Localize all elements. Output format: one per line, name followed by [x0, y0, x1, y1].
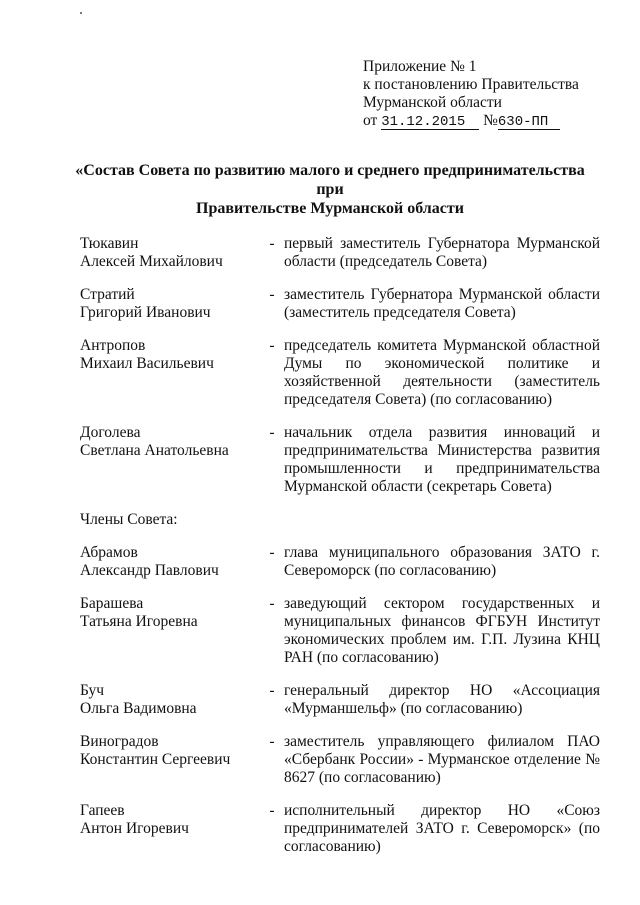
member-name [80, 286, 260, 322]
appendix-line: к постановлению Правительства [363, 76, 579, 93]
appendix-date-line [363, 112, 623, 130]
member-role: генеральный директор НО «Ассоциация «Мурманшельф» (по согласованию) [284, 682, 600, 717]
member-row [80, 337, 600, 409]
member-given-name: Константин Сергеевич [80, 751, 231, 768]
member-surname: Гапеев [80, 802, 125, 819]
member-role: заведующий сектором государственных и муниципальных финансов ФГБУН Институт экономических проблем им. Г.П. Лузина КНЦ РАН (по согласованию) [284, 595, 600, 666]
member-surname: Доголева [80, 424, 141, 441]
document-date: 31.12.2015 [381, 114, 466, 130]
scan-speck [80, 12, 82, 14]
dash: - [269, 802, 275, 819]
dash: - [269, 682, 275, 699]
member-surname: Абрамов [80, 544, 138, 561]
member-row [80, 286, 600, 322]
appendix-line: Мурманской области [363, 94, 502, 111]
member-row [80, 424, 600, 496]
member-row [80, 544, 600, 580]
member-given-name: Татьяна Игоревна [80, 613, 198, 630]
member-role: председатель комитета Мурманской областной Думы по экономической политике и хозяйственной деятельности (заместитель председателя Совета) (по согласованию) [284, 337, 600, 408]
appendix-block [363, 58, 623, 130]
council-list [80, 235, 600, 871]
document-number: 630-ПП [497, 114, 549, 130]
member-surname: Барашева [80, 595, 144, 612]
member-surname: Стратий [80, 286, 135, 303]
dash: - [269, 337, 275, 354]
member-name [80, 733, 260, 787]
dash: - [269, 286, 275, 303]
member-surname: Тюкавин [80, 235, 139, 252]
leaders-list [80, 235, 600, 496]
dash: - [269, 424, 275, 441]
member-name [80, 682, 260, 718]
member-name [80, 424, 260, 496]
member-surname: Антропов [80, 337, 146, 354]
dash: - [269, 235, 275, 252]
member-row [80, 733, 600, 787]
title-line: «Состав Совета по развитию малого и среднего предпринимательства при [75, 162, 585, 198]
member-role: заместитель Губернатора Мурманской области (заместитель председателя Совета) [284, 286, 600, 321]
member-row [80, 682, 600, 718]
member-role: начальник отдела развития инноваций и предпринимательства Министерства развития промышленности и предпринимательства Мурманской области (секретарь Совета) [284, 424, 600, 495]
date-underline [381, 114, 479, 130]
member-name [80, 802, 260, 856]
dash: - [269, 595, 275, 612]
member-role: первый заместитель Губернатора Мурманской области (председатель Совета) [284, 235, 600, 270]
member-row [80, 235, 600, 271]
member-given-name: Михаил Васильевич [80, 355, 214, 372]
member-given-name: Александр Павлович [80, 562, 219, 579]
member-name [80, 337, 260, 409]
member-given-name: Ольга Вадимовна [80, 700, 197, 717]
member-row [80, 802, 600, 856]
member-given-name: Григорий Иванович [80, 304, 211, 321]
from-prefix: от [363, 112, 378, 129]
member-surname: Виноградов [80, 733, 159, 750]
member-row [80, 595, 600, 667]
member-role: исполнительный директор НО «Союз предпринимателей ЗАТО г. Североморск» (по согласованию) [284, 802, 600, 855]
member-role: заместитель управляющего филиалом ПАО «Сбербанк России» - Мурманское отделение № 8627 (по согласованию) [284, 733, 600, 786]
dash: - [269, 733, 275, 750]
member-given-name: Антон Игоревич [80, 820, 189, 837]
member-name [80, 595, 260, 667]
member-surname: Буч [80, 682, 105, 699]
member-role: глава муниципального образования ЗАТО г. Североморск (по согласованию) [284, 544, 600, 579]
members-label: Члены Совета: [80, 511, 178, 528]
member-name [80, 235, 260, 271]
number-prefix: № [483, 112, 498, 129]
number-underline [498, 114, 560, 130]
document-title [60, 161, 600, 218]
member-name [80, 544, 260, 580]
dash: - [269, 544, 275, 561]
members-list [80, 544, 600, 856]
member-given-name: Алексей Михайлович [80, 253, 223, 270]
member-given-name: Светлана Анатольевна [80, 442, 229, 459]
title-line: Правительстве Мурманской области [196, 200, 464, 217]
appendix-line: Приложение № 1 [363, 58, 477, 75]
